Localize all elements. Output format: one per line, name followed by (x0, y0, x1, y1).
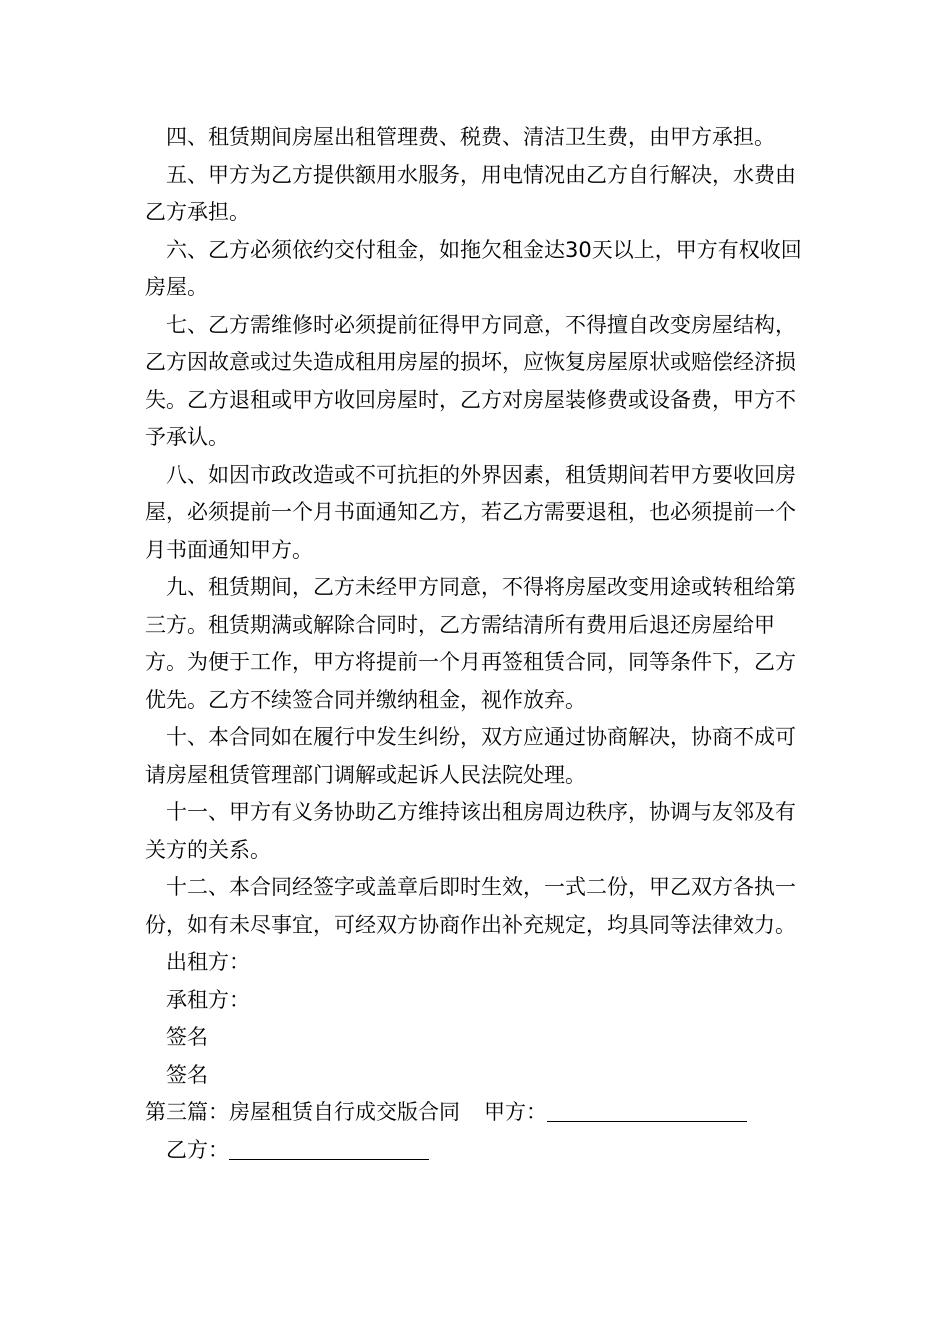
section-three-title: 第三篇：房屋租赁自行成交版合同 (145, 1100, 460, 1124)
clause-10: 十、本合同如在履行中发生纠纷，双方应通过协商解决，协商不成可请房屋租赁管理部门调解或起诉人民法院处理。 (145, 725, 796, 787)
lessor-label: 出租方： (166, 950, 250, 974)
clause-5: 五、甲方为乙方提供额用水服务，用电情况由乙方自行解决，水费由乙方承担。 (145, 162, 796, 224)
party-a-blank[interactable] (547, 1097, 747, 1122)
clause-4: 四、租赁期间房屋出租管理费、税费、清洁卫生费，由甲方承担。 (166, 125, 775, 149)
signature-label-2: 签名 (166, 1062, 208, 1087)
section-three-line (145, 1094, 810, 1132)
signature-label-1: 签名 (166, 1025, 208, 1049)
clause-7: 七、乙方需维修时必须提前征得甲方同意，不得擅自改变房屋结构，乙方因故意或过失造成租用房屋的损坏，应恢复房屋原状或赔偿经济损失。乙方退租或甲方收回房屋时，乙方对房屋装修费或设备费，甲方不予承认。 (145, 312, 796, 449)
party-b-label: 乙方： (166, 1137, 229, 1162)
document-body (145, 119, 810, 1169)
clause-12: 十二、本合同经签字或盖章后即时生效，一式二份，甲乙双方各执一份，如有未尽事宜，可经双方协商作出补充规定，均具同等法律效力。 (145, 875, 796, 937)
party-b-blank[interactable] (229, 1135, 429, 1160)
clause-6: 六、乙方必须依约交付租金，如拖欠租金达30天以上，甲方有权收回房屋。 (145, 237, 802, 299)
signature-line-2 (145, 1057, 810, 1095)
clause-9: 九、租赁期间，乙方未经甲方同意，不得将房屋改变用途或转租给第三方。租赁期满或解除合同时，乙方需结清所有费用后退还房屋给甲方。为便于工作，甲方将提前一个月再签租赁合同，同等条件下，乙方优先。乙方不续签合同并缴纳租金，视作放弃。 (145, 575, 796, 712)
lessee-label: 承租方： (166, 987, 250, 1012)
lessee-line (145, 982, 810, 1020)
party-a-label: 甲方： (484, 1100, 547, 1124)
party-b-line (145, 1132, 810, 1170)
lessor-line (145, 944, 810, 982)
signature-line-1 (145, 1019, 810, 1057)
clause-11: 十一、甲方有义务协助乙方维持该出租房周边秩序，协调与友邻及有关方的关系。 (145, 800, 796, 862)
clause-8: 八、如因市政改造或不可抗拒的外界因素，租赁期间若甲方要收回房屋，必须提前一个月书面通知乙方，若乙方需要退租，也必须提前一个月书面通知甲方。 (145, 462, 796, 562)
